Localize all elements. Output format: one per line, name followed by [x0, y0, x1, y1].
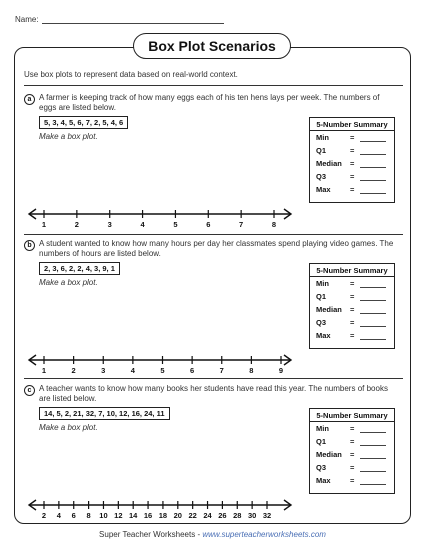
equals-sign: =	[350, 450, 355, 459]
tick-label: 1	[41, 366, 47, 375]
equals-sign: =	[350, 424, 355, 433]
summary-row-median	[310, 448, 394, 461]
tick-label: 5	[173, 220, 178, 229]
five-number-summary	[309, 408, 395, 494]
tick-label: 30	[247, 511, 257, 520]
tick-label: 2	[41, 511, 47, 520]
number-line	[24, 340, 403, 380]
equals-sign: =	[350, 185, 355, 194]
summary-label: Q3	[316, 463, 327, 472]
equals-sign: =	[350, 133, 355, 142]
problem-b	[24, 240, 403, 380]
summary-label: Max	[316, 185, 331, 194]
tick-label: 10	[99, 511, 108, 520]
tick-label: 1	[41, 220, 47, 229]
summary-label: Max	[316, 331, 331, 340]
tick-label: 2	[74, 220, 79, 229]
equals-sign: =	[350, 292, 355, 301]
tick-label: 3	[101, 366, 106, 375]
tick-label: 2	[71, 366, 76, 375]
equals-sign: =	[350, 463, 355, 472]
tick-label: 9	[278, 366, 284, 375]
data-set: 2, 3, 6, 2, 2, 4, 3, 9, 1	[39, 262, 120, 275]
answer-blank[interactable]	[360, 180, 386, 181]
summary-row-min	[310, 422, 394, 435]
summary-row-q3	[310, 461, 394, 474]
separator	[24, 234, 403, 235]
answer-blank[interactable]	[360, 313, 386, 314]
problem-text: A student wanted to know how many hours per day her classmates spend playing video games. The numbers of hours are listed below.	[39, 239, 394, 258]
tick-label: 14	[129, 511, 138, 520]
equals-sign: =	[350, 318, 355, 327]
summary-heading: 5-Number Summary	[310, 118, 394, 131]
summary-row-q3	[310, 170, 394, 183]
summary-label: Min	[316, 424, 329, 433]
tick-label: 6	[206, 220, 211, 229]
footer-url[interactable]: www.superteacherworksheets.com	[202, 530, 326, 539]
equals-sign: =	[350, 437, 355, 446]
separator	[24, 85, 403, 86]
tick-label: 8	[249, 366, 254, 375]
tick-label: 22	[188, 511, 197, 520]
answer-blank[interactable]	[360, 141, 386, 142]
tick-label: 5	[160, 366, 165, 375]
tick-label: 8	[271, 220, 277, 229]
data-set: 14, 5, 2, 21, 32, 7, 10, 12, 16, 24, 11	[39, 407, 170, 420]
summary-label: Min	[316, 133, 329, 142]
page-title: Box Plot Scenarios	[133, 33, 291, 59]
tick-label: 16	[143, 511, 153, 520]
answer-blank[interactable]	[360, 287, 386, 288]
separator	[24, 378, 403, 379]
tick-label: 28	[233, 511, 242, 520]
summary-label: Q3	[316, 172, 327, 181]
name-label: Name:	[15, 15, 39, 24]
answer-blank[interactable]	[360, 445, 386, 446]
answer-blank[interactable]	[360, 154, 386, 155]
equals-sign: =	[350, 279, 355, 288]
summary-label: Median	[316, 305, 342, 314]
summary-row-q3	[310, 316, 394, 329]
equals-sign: =	[350, 159, 355, 168]
problem-prompt: Make a box plot.	[39, 423, 98, 432]
summary-row-q1	[310, 435, 394, 448]
tick-label: 32	[262, 511, 272, 520]
summary-label: Q1	[316, 292, 327, 301]
equals-sign: =	[350, 146, 355, 155]
five-number-summary	[309, 117, 395, 203]
number-line	[24, 485, 403, 525]
tick-label: 7	[219, 366, 224, 375]
equals-sign: =	[350, 172, 355, 181]
tick-label: 4	[130, 366, 135, 375]
tick-label: 8	[86, 511, 91, 520]
five-number-summary	[309, 263, 395, 349]
answer-blank[interactable]	[360, 167, 386, 168]
tick-label: 4	[140, 220, 145, 229]
instructions: Use box plots to represent data based on real-world context.	[24, 70, 238, 79]
answer-blank[interactable]	[360, 432, 386, 433]
summary-heading: 5-Number Summary	[310, 409, 394, 422]
summary-label: Min	[316, 279, 329, 288]
problem-letter: a	[24, 94, 35, 105]
summary-row-q1	[310, 144, 394, 157]
summary-row-median	[310, 303, 394, 316]
answer-blank[interactable]	[360, 326, 386, 327]
problem-a	[24, 94, 403, 234]
footer-prefix: Super Teacher Worksheets -	[99, 530, 203, 539]
tick-label: 6	[71, 511, 76, 520]
answer-blank[interactable]	[360, 458, 386, 459]
answer-blank[interactable]	[360, 300, 386, 301]
equals-sign: =	[350, 331, 355, 340]
summary-label: Median	[316, 450, 342, 459]
tick-label: 4	[56, 511, 61, 520]
problem-c	[24, 385, 403, 525]
summary-row-min	[310, 131, 394, 144]
summary-label: Q3	[316, 318, 327, 327]
summary-label: Median	[316, 159, 342, 168]
summary-label: Max	[316, 476, 331, 485]
problem-prompt: Make a box plot.	[39, 278, 98, 287]
tick-label: 6	[190, 366, 195, 375]
number-line	[24, 194, 403, 234]
name-line	[42, 15, 224, 24]
data-set: 5, 3, 4, 5, 6, 7, 2, 5, 4, 6	[39, 116, 128, 129]
tick-label: 24	[203, 511, 212, 520]
name-row	[15, 15, 224, 24]
equals-sign: =	[350, 305, 355, 314]
footer	[0, 530, 425, 539]
tick-label: 26	[218, 511, 227, 520]
tick-label: 7	[239, 220, 244, 229]
summary-row-median	[310, 157, 394, 170]
answer-blank[interactable]	[360, 471, 386, 472]
tick-label: 18	[158, 511, 168, 520]
summary-row-min	[310, 277, 394, 290]
summary-label: Q1	[316, 437, 327, 446]
problem-letter: b	[24, 240, 35, 251]
problem-prompt: Make a box plot.	[39, 132, 98, 141]
equals-sign: =	[350, 476, 355, 485]
summary-label: Q1	[316, 146, 327, 155]
problem-text: A teacher wants to know how many books her students have read this year. The numbers of books are listed below.	[39, 384, 388, 403]
tick-label: 20	[173, 511, 182, 520]
problem-letter: c	[24, 385, 35, 396]
summary-row-q1	[310, 290, 394, 303]
summary-heading: 5-Number Summary	[310, 264, 394, 277]
tick-label: 12	[114, 511, 123, 520]
tick-label: 3	[107, 220, 112, 229]
problem-text: A farmer is keeping track of how many eggs each of his ten hens lays per week. The numbers of eggs are listed below.	[39, 93, 380, 112]
